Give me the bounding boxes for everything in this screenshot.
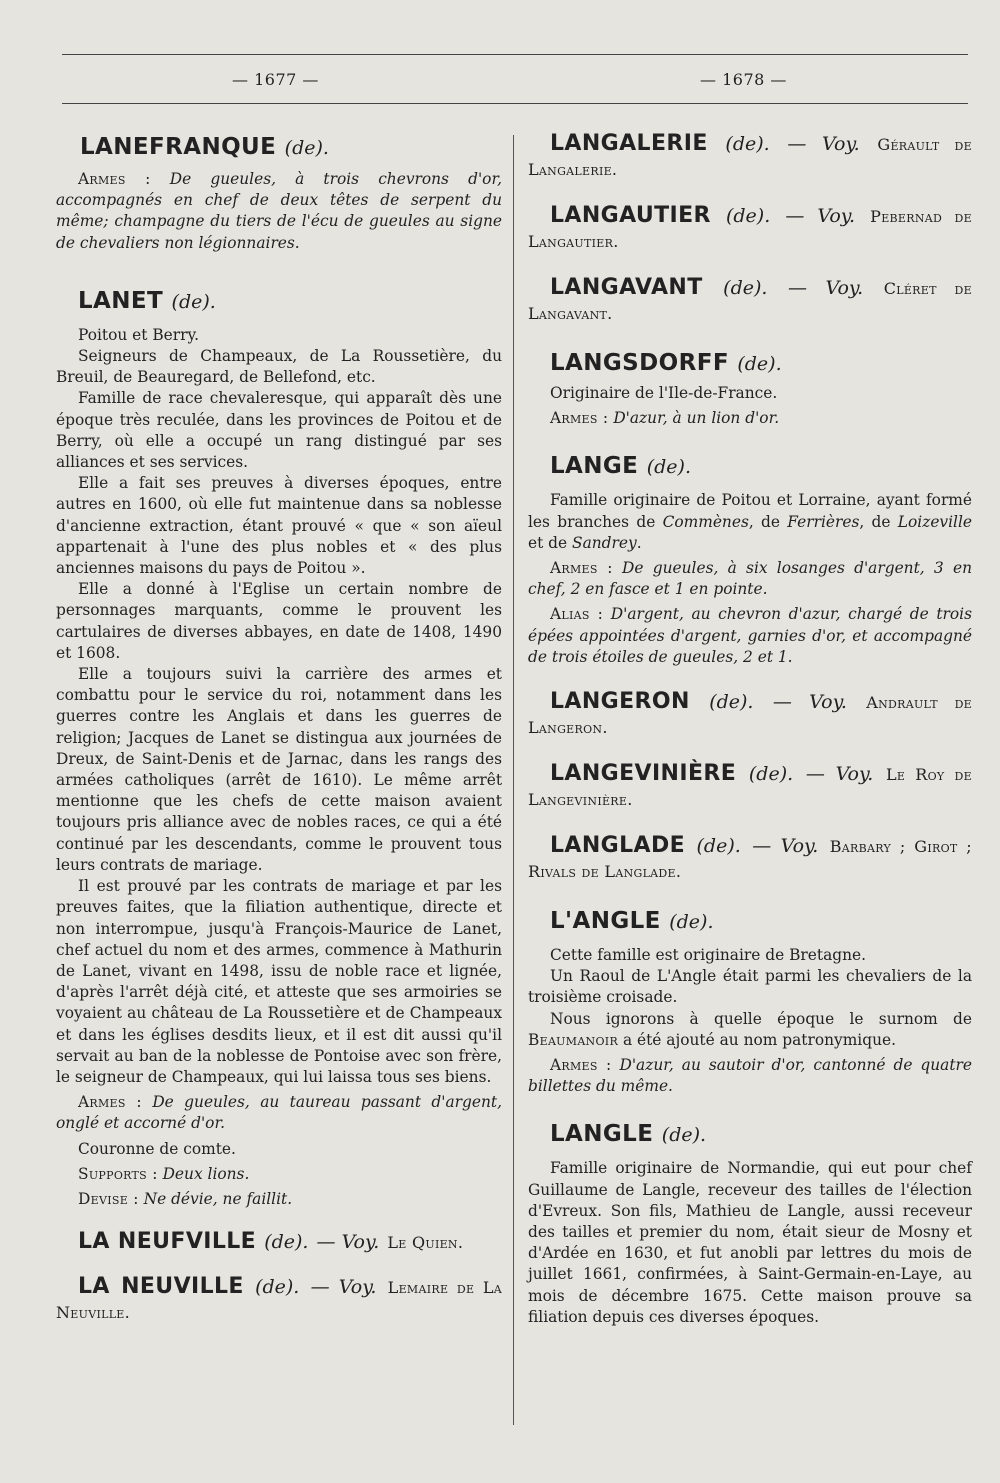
entry-langalerie	[528, 132, 972, 182]
armes-line: Armes : De gueules, au taureau passant d'argent, onglé et accorné d'or.	[56, 1093, 502, 1133]
paragraph: Originaire de l'Ile-de-France.	[550, 384, 778, 402]
supports-line: Supports : Deux lions.	[78, 1164, 250, 1183]
armes-line: Armes : De gueules, à six losanges d'argent, 3 en chef, 2 en fasce et 1 en pointe.	[528, 559, 972, 599]
entry-heading: L'ANGLE (de).	[550, 908, 714, 935]
armes-line: Armes : De gueules, à trois chevrons d'or, accompagnés en chef de deux têtes de serpent du même; champagne du tiers de l'écu de gueules au signe de chevaliers non légionnaires.	[56, 170, 502, 252]
entry-heading: LANGALERIE (de). — Voy. Gérault de Langalerie.	[528, 131, 972, 179]
entry-lanefranque	[80, 132, 502, 163]
entry-heading: LANGSDORFF (de).	[550, 350, 782, 376]
devise-line: Devise : Ne dévie, ne faillit.	[78, 1189, 293, 1208]
entry-heading: LANGAUTIER (de). — Voy. Pebernad de Langautier.	[528, 203, 972, 251]
entry-heading: LANGLADE (de). — Voy. Barbary ; Girot ; Rivals de Langlade.	[528, 833, 972, 882]
paragraph: Nous ignorons à quelle époque le surnom de Beaumanoir a été ajouté au nom patronymique.	[528, 1009, 972, 1049]
entry-langle	[528, 1119, 972, 1328]
left-column	[56, 132, 502, 1325]
paragraph: Seigneurs de Champeaux, de La Roussetière, du Breuil, de Beauregard, de Bellefond, etc.	[56, 347, 502, 387]
paragraph: Elle a fait ses preuves à diverses époques, entre autres en 1600, où elle fut maintenue dans sa noblesse d'ancienne extraction, étant prouvé « que « son aïeul appartenait à l'une des plus nobles et « des plus anciennes maisons du pays de Poitou ».	[56, 474, 502, 578]
alias-line: Alias : D'argent, au chevron d'azur, chargé de trois épées appointées d'argent, garnies d'or, et accompagné de trois étoiles de gueules, 2 et 1.	[528, 605, 972, 666]
entry-la-neufville	[56, 1230, 502, 1255]
entry-heading: LANGE (de).	[550, 453, 691, 480]
paragraph: Famille originaire de Normandie, qui eut pour chef Guillaume de Langle, receveur des tailles de l'élection d'Evreux. Son fils, Mathieu de Langle, aussi receveur des tailles et premier du nom, était sieur de Mosny et d'Ardée en 1630, et fut anobli par lettres du mois de juillet 1661, confirmées, à Saint-Germain-en-Laye, au mois de décembre 1675. Cette maison prouve sa filiation depuis ces diverses époques.	[528, 1159, 972, 1326]
couronne-line: Couronne de comte.	[78, 1139, 236, 1158]
paragraph: Poitou et Berry.	[78, 325, 200, 344]
entry-heading: LA NEUFVILLE (de). — Voy. Le Quien.	[78, 1229, 464, 1255]
entry-heading: LANGAVANT (de). — Voy. Cléret de Langavant.	[528, 275, 973, 323]
entry-heading: LANEFRANQUE (de).	[80, 134, 329, 160]
entry-langavant	[528, 276, 972, 326]
header-rule	[62, 103, 968, 104]
paragraph: Cette famille est originaire de Bretagne.	[550, 946, 867, 965]
paragraph: Il est prouvé par les contrats de mariage et par les preuves faites, que la filiation authentique, directe et non interrompue, jusqu'à François-Maurice de Lanet, chef actuel du nom et des armes, commence à Mathurin de Lanet, vivant en 1498, issu de noble race et lignée, d'après l'arrêt déjà cité, et atteste que ses armoiries se voyaient au château de La Roussetière et de Champeaux et dans les églises desdits lieux, et il est dit aussi qu'il servait au ban de la noblesse de Pontoise avec son frère, le seigneur de Champeaux, qui lui laissa tous ses biens.	[56, 877, 502, 1086]
paragraph: Elle a donné à l'Eglise un certain nombre de personnages marquants, comme le prouvent les cartulaires de diverses abbayes, en date de 1408, 1490 et 1608.	[56, 580, 502, 662]
entry-heading: LA NEUVILLE (de). — Voy. Lemaire de La Neuville.	[56, 1274, 502, 1323]
paragraph: Elle a toujours suivi la carrière des armes et combattu pour le service du roi, notamment dans les guerres contre les Anglais et dans les guerres de religion; Jacques de Lanet se distingua aux journées de Dreux, de Saint-Denis et de Jarnac, dans les rangs des armées catholiques (arrêt de 1610). Le même arrêt mentionne que les chefs de cette maison avaient toujours pris alliance avec de nobles races, ce qui a été continué par les descendants, comme le prouvent tous leurs contrats de mariage.	[56, 665, 502, 874]
entry-heading: LANET (de).	[78, 287, 216, 314]
entry-lanet	[56, 286, 502, 1210]
entry-heading: LANGERON (de). — Voy. Andrault de Langeron.	[528, 689, 973, 738]
entry-la-neuville	[56, 1275, 502, 1325]
right-column	[528, 132, 972, 1328]
entry-langeviniere	[528, 762, 972, 812]
paragraph: Un Raoul de L'Angle était parmi les chevaliers de la troisième croisade.	[528, 967, 972, 1007]
entry-heading: LANGLE (de).	[550, 1121, 707, 1148]
paragraph: Famille originaire de Poitou et Lorraine, ayant formé les branches de Commènes, de Ferrières, de Loizeville et de Sandrey.	[528, 491, 972, 552]
entry-lange	[528, 451, 972, 668]
column-separator	[513, 135, 514, 1425]
page-number-left: — 1677 —	[232, 70, 319, 89]
paragraph: Famille de race chevaleresque, qui apparaît dès une époque très reculée, dans les provinces de Poitou et de Berry, où elle a occupé un rang distingué par ses alliances et ses services.	[56, 389, 502, 472]
entry-langautier	[528, 204, 972, 254]
entry-langeron	[528, 690, 972, 740]
armes-line: Armes : D'azur, à un lion d'or.	[550, 409, 780, 428]
entry-langlade	[528, 834, 972, 884]
top-rule	[62, 54, 968, 55]
armes-line: Armes : D'azur, au sautoir d'or, cantonné de quatre billettes du même.	[528, 1056, 973, 1096]
page-number-right: — 1678 —	[700, 70, 787, 89]
entry-langsdorff	[528, 348, 972, 429]
entry-l-angle	[528, 906, 972, 1097]
entry-heading: LANGEVINIÈRE (de). — Voy. Le Roy de Langevinière.	[528, 761, 972, 810]
